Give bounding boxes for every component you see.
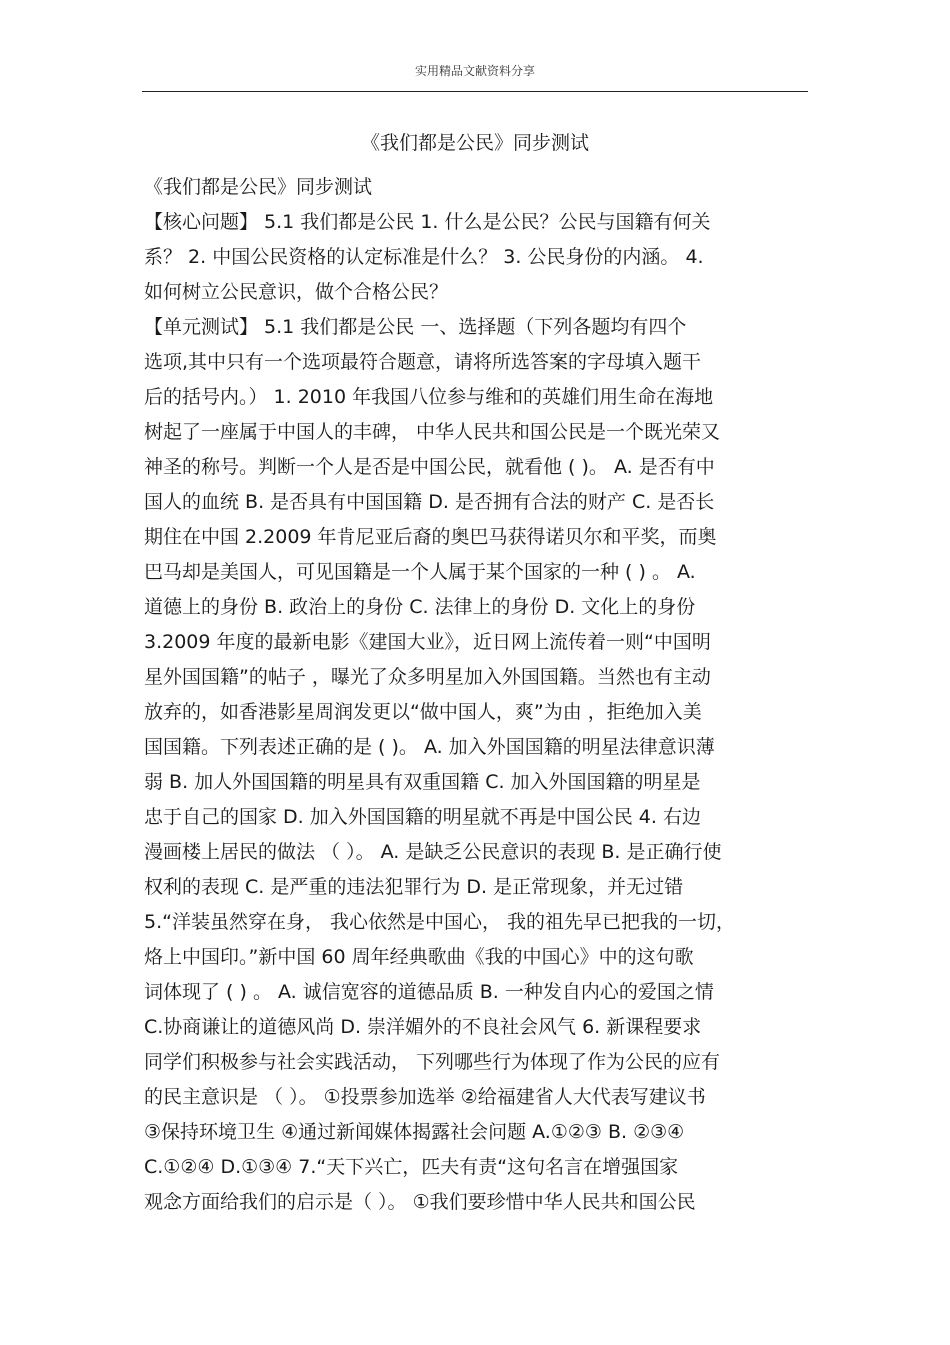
body-line: 系？ 2. 中国公民资格的认定标准是什么？ 3. 公民身份的内涵。 4. <box>144 246 704 268</box>
body-line: 放弃的，如香港影星周润发更以“做中国人，爽”为由 ，拒绝加入美 <box>144 701 702 723</box>
body-line: 国国籍。下列表述正确的是 ( )。 A. 加入外国国籍的明星法律意识薄 <box>144 736 715 758</box>
running-header: 实用精品文献资料分享 <box>414 64 535 78</box>
document-body <box>144 170 812 1220</box>
body-line: 如何树立公民意识，做个合格公民？ <box>144 281 449 303</box>
body-line: ③保持环境卫生 ④通过新闻媒体揭露社会问题 A.①②③ B. ②③④ <box>144 1121 685 1143</box>
body-line: 【单元测试】 5.1 我们都是公民 一、选择题（下列各题均有四个 <box>144 316 687 338</box>
body-line: 巴马却是美国人，可见国籍是一个人属于某个国家的一种 ( ) 。 A. <box>144 561 696 583</box>
body-line: 弱 B. 加人外国国籍的明星具有双重国籍 C. 加入外国国籍的明星是 <box>144 771 701 793</box>
body-line: 忠于自己的国家 D. 加入外国国籍的明星就不再是中国公民 4. 右边 <box>144 806 701 828</box>
body-line: 的民主意识是 （ ）。 ①投票参加选举 ②给福建省人大代表写建议书 <box>144 1086 706 1108</box>
header-divider <box>142 91 808 92</box>
body-line: 期住在中国 2.2009 年肯尼亚后裔的奥巴马获得诺贝尔和平奖，而奥 <box>144 526 717 548</box>
body-line: 道德上的身份 B. 政治上的身份 C. 法律上的身份 D. 文化上的身份 <box>144 596 696 618</box>
body-line: 权利的表现 C. 是严重的违法犯罪行为 D. 是正常现象，并无过错 <box>144 876 684 898</box>
body-line: C.①②④ D.①③④ 7.“天下兴亡，匹夫有责“这句名言在增强国家 <box>144 1156 679 1178</box>
body-line: 观念方面给我们的启示是（ ）。 ①我们要珍惜中华人民共和国公民 <box>144 1191 696 1213</box>
body-line: C.协商谦让的道德风尚 D. 崇洋媚外的不良社会风气 6. 新课程要求 <box>144 1016 702 1038</box>
body-line: 《我们都是公民》同步测试 <box>144 176 373 198</box>
document-title: 《我们都是公民》同步测试 <box>360 132 589 154</box>
body-line: 树起了一座属于中国人的丰碑， 中华人民共和国公民是一个既光荣又 <box>144 421 721 443</box>
body-line: 3.2009 年度的最新电影《建国大业》，近日网上流传着一则“中国明 <box>144 631 711 653</box>
body-line: 【核心问题】 5.1 我们都是公民 1. 什么是公民？公民与国籍有何关 <box>144 211 711 233</box>
body-line: 后的括号内。） 1. 2010 年我国八位参与维和的英雄们用生命在海地 <box>144 386 714 408</box>
body-line: 5.“洋装虽然穿在身， 我心依然是中国心， 我的祖先早已把我的一切， <box>144 911 736 933</box>
body-line: 国人的血统 B. 是否具有中国国籍 D. 是否拥有合法的财产 C. 是否长 <box>144 491 715 513</box>
body-line: 烙上中国印。”新中国 60 周年经典歌曲《我的中国心》中的这句歌 <box>144 946 694 968</box>
body-line: 神圣的称号。判断一个人是否是中国公民，就看他 ( )。 A. 是否有中 <box>144 456 715 478</box>
body-line: 选项,其中只有一个选项最符合题意，请将所选答案的字母填入题干 <box>144 351 702 373</box>
body-line: 星外国国籍”的帖子 ，曝光了众多明星加入外国国籍。当然也有主动 <box>144 666 711 688</box>
body-line: 漫画楼上居民的做法 （ ）。 A. 是缺乏公民意识的表现 B. 是正确行使 <box>144 841 722 863</box>
body-line: 词体现了 ( ) 。 A. 诚信宽容的道德品质 B. 一种发自内心的爱国之情 <box>144 981 714 1003</box>
body-line: 同学们积极参与社会实践活动， 下列哪些行为体现了作为公民的应有 <box>144 1051 721 1073</box>
